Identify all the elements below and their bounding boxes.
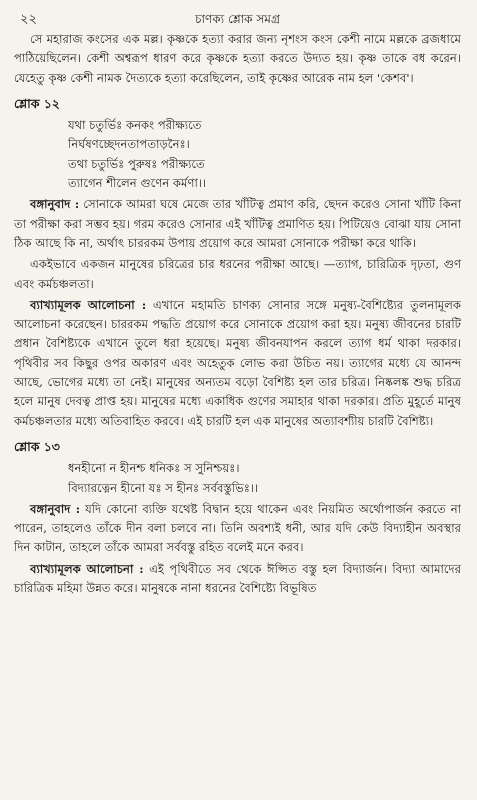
running-title: চাণক্য শ্লোক সমগ্র	[195, 12, 280, 26]
sloka-12-heading: শ্লোক ১২	[14, 95, 60, 111]
intro-paragraph: সে মহারাজ কংসের এক মল্ল। কৃষ্ণকে হত্যা করার জন্য নৃশংস কংস কেশী নামে মল্লকে ব্রজধামে পাঠিয়েছিলেন। কেশী অশ্বরূপ ধারণ করে কৃষ্ণকে হত্যা করতে উদ্যত হয়। কৃষ্ণ তাকে বধ করেন। যেহেতু কৃষ্ণ কেশী নামক দৈত্যকে হত্যা করেছিলেন, তাই কৃষ্ণের আরেক নাম হল 'কেশব'।	[14, 32, 461, 85]
verse-line: তথা চতুর্ভিঃ পুরুষঃ পরীক্ষ্যতে	[68, 156, 205, 171]
page-body	[14, 30, 461, 598]
sloka-13-commentary	[14, 560, 461, 599]
verse-line: ত্যাগেন শীলেন গুণেন কর্মণা।।	[68, 176, 207, 191]
sloka-12-paragraph: একইভাবে একজন মানুষের চরিত্রের চার ধরনের পরীক্ষা আছে। —ত্যাগ, চারিত্রিক দৃঢ়তা, গুণ এবং কর্মচঞ্চলতা।	[14, 257, 461, 291]
commentary-text: এখানে মহামতি চাণক্য সোনার সঙ্গে মনুষ্য-বৈশিষ্ট্যের তুলনামূলক আলোচনা করেছেন। চাররকম পদ্ধতি প্রয়োগ করে সোনাকে প্রয়োগ করা হয়। মনুষ্য জীবনের চারটি প্রধান বৈশিষ্ট্যকে এখানে তুলে ধরা হয়েছে। মনুষ্য জীবনযাপন করলে ত্যাগ ধর্ম থাকা দরকার। পৃথিবীর সব কিছুর ওপর অকারণ এবং অহেতুক লোভ করা উচিত নয়। ত্যাগের মধ্যে যে আনন্দ আছে, ভোগের মধ্যে তা নেই। মানুষের অন্যতম বড়ো বৈশিষ্ট্য হল তার চরিত্র। নিষ্কলঙ্ক শুদ্ধ চরিত্র হলে মানুষ দেবত্ব প্রাপ্ত হয়। মানুষের মধ্যে একাধিক গুণের সমাহার থাকা দরকার। প্রতি মুহূর্তে মানুষ কর্মচঞ্চলতার মধ্যে অতিবাহিত করবে। এই চারটি হল এক মানুষের অত্যাবশ্যীয় চারটি বৈশিষ্ট্য।	[14, 297, 461, 428]
verse-line: বিদ্যারত্নেন হীনো যঃ স হীনঃ সর্ববস্তুভিঃ।।	[68, 480, 259, 495]
sloka-12-verse	[14, 116, 461, 193]
sloka-13-translation	[14, 500, 461, 558]
translation-label: বঙ্গানুবাদ :	[30, 501, 81, 516]
verse-line: ধনহীনো ন হীনশ্চ ধনিকঃ স সুনিশ্চয়ঃ।	[68, 461, 240, 476]
sloka-12-translation	[14, 195, 461, 253]
sloka-13-verse	[14, 459, 461, 498]
page-header	[14, 6, 461, 30]
sloka-13-heading: শ্লোক ১৩	[14, 438, 60, 454]
translation-label: বঙ্গানুবাদ :	[30, 197, 80, 212]
page-number: ২২	[20, 12, 37, 27]
commentary-label: ব্যাখ্যামূলক আলোচনা :	[30, 561, 144, 576]
verse-line: নির্ঘষণচ্ছেদনতাপতাড়নৈঃ।	[68, 137, 190, 152]
sloka-12-commentary	[14, 296, 461, 431]
translation-text: সোনাকে আমরা ঘষে মেজে তার খাঁটিত্ব প্রমাণ করি, ছেদন করেও সোনা খাঁটি কিনা তা পরীক্ষা করা সম্ভব হয়। গরম করেও সোনার এই খাঁটিত্ব প্রমাণিত হয়। পিটিয়েও বোঝা যায় সোনা ঠিক আছে কি না, অর্থাৎ চাররকম উপায় প্রয়োগ করে আমরা সোনাকে পরীক্ষা করে থাকি।	[14, 197, 461, 250]
commentary-label: ব্যাখ্যামূলক আলোচনা :	[30, 297, 147, 312]
verse-line: যথা চতুর্ভিঃ কনকং পরীক্ষ্যতে	[68, 118, 202, 133]
translation-text: যদি কোনো ব্যক্তি যথেষ্ট বিদ্বান হয়ে থাকেন এবং নিয়মিত অর্থোপার্জন করতে না পারেন, তাহলেও তাঁকে দীন বলা চলবে না। তিনি অবশ্যই ধনী, আর যদি কেউ বিদ্যাহীন অবস্থার দিন কাটান, তাহলে তাঁকে আমরা সর্ববস্তু রহিত বলেই মনে করব।	[14, 501, 461, 555]
commentary-text: এই পৃথিবীতে সব থেকে ঈপ্সিত বস্তু হল বিদ্যার্জন। বিদ্যা আমাদের চারিত্রিক মহিমা উন্নত করে। মানুষকে নানা ধরনের বৈশিষ্ট্যে বিভূষিত	[14, 561, 462, 596]
